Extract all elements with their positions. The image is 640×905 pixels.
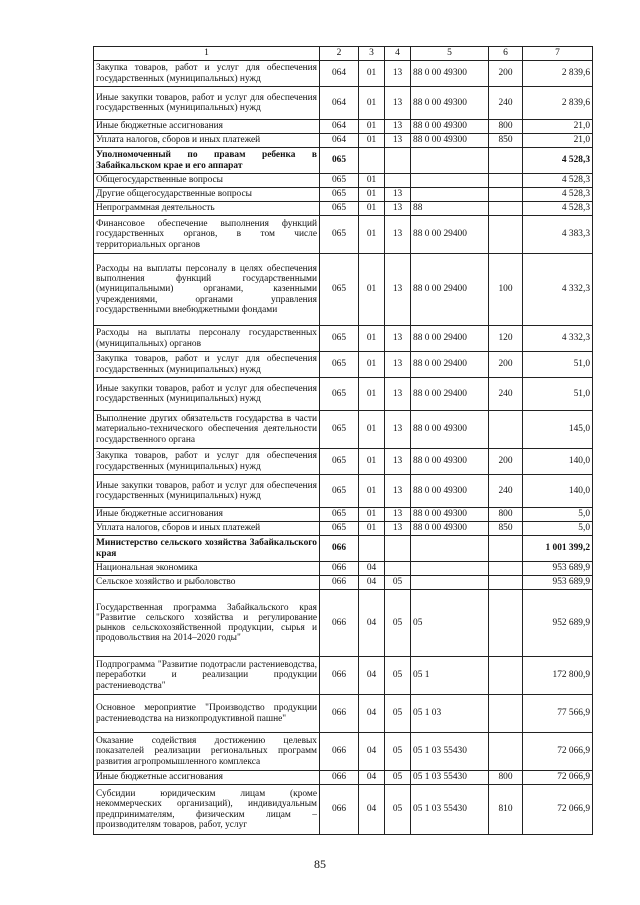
ministry-code-cell: 065: [320, 378, 359, 411]
subsection-code-cell: [385, 148, 411, 174]
subsection-code-cell: 13: [385, 508, 411, 522]
table-header-row: [94, 47, 593, 61]
expense-type-cell: 800: [489, 120, 523, 134]
target-article-cell: 05 1: [411, 657, 489, 695]
subsection-code-cell: 05: [385, 785, 411, 835]
ministry-code-cell: 065: [320, 522, 359, 536]
expense-type-cell: [489, 576, 523, 590]
amount-cell: 4 332,3: [523, 254, 593, 326]
table-row: [94, 174, 593, 188]
row-name-cell: Сельское хозяйство и рыболовство: [94, 576, 320, 590]
subsection-code-cell: 13: [385, 120, 411, 134]
table-row: [94, 771, 593, 785]
expense-type-cell: [489, 202, 523, 216]
expense-type-cell: [489, 733, 523, 771]
subsection-code-cell: 05: [385, 695, 411, 733]
table-row: [94, 188, 593, 202]
target-article-cell: 88: [411, 202, 489, 216]
amount-cell: 140,0: [523, 449, 593, 475]
target-article-cell: 88 0 00 49300: [411, 411, 489, 449]
row-name-cell: Закупка товаров, работ и услуг для обеспечения государственных (муниципальных) нужд: [94, 352, 320, 378]
target-article-cell: 88 0 00 29400: [411, 326, 489, 352]
table-row: [94, 134, 593, 148]
expense-type-cell: [489, 590, 523, 657]
ministry-code-cell: 065: [320, 449, 359, 475]
expense-type-cell: [489, 188, 523, 202]
section-code-cell: 01: [359, 254, 385, 326]
amount-cell: 72 066,9: [523, 771, 593, 785]
row-name-cell: Подпрограмма "Развитие подотрасли растениеводства, переработки и реализации продукции растениеводства": [94, 657, 320, 695]
table-row: [94, 87, 593, 120]
ministry-code-cell: 066: [320, 590, 359, 657]
target-article-cell: [411, 174, 489, 188]
ministry-code-cell: 064: [320, 87, 359, 120]
ministry-code-cell: 066: [320, 771, 359, 785]
table-row: [94, 411, 593, 449]
amount-cell: 952 689,9: [523, 590, 593, 657]
amount-cell: 145,0: [523, 411, 593, 449]
expense-type-cell: 850: [489, 134, 523, 148]
amount-cell: 172 800,9: [523, 657, 593, 695]
ministry-code-cell: 065: [320, 326, 359, 352]
subsection-code-cell: [385, 174, 411, 188]
amount-cell: 5,0: [523, 508, 593, 522]
section-code-cell: 01: [359, 134, 385, 148]
expense-type-cell: [489, 562, 523, 576]
amount-cell: 4 528,3: [523, 148, 593, 174]
expense-type-cell: [489, 657, 523, 695]
subsection-code-cell: 13: [385, 449, 411, 475]
ministry-code-cell: 065: [320, 174, 359, 188]
subsection-code-cell: 13: [385, 216, 411, 254]
amount-cell: 953 689,9: [523, 562, 593, 576]
section-code-cell: 01: [359, 61, 385, 87]
table-row: [94, 352, 593, 378]
expense-type-cell: 100: [489, 254, 523, 326]
subsection-code-cell: 13: [385, 61, 411, 87]
expense-type-cell: 240: [489, 87, 523, 120]
row-name-cell: Министерство сельского хозяйства Забайкальского края: [94, 536, 320, 562]
section-code-cell: 01: [359, 202, 385, 216]
table-row: [94, 61, 593, 87]
target-article-cell: 88 0 00 49300: [411, 87, 489, 120]
subsection-code-cell: 13: [385, 254, 411, 326]
ministry-code-cell: 066: [320, 695, 359, 733]
target-article-cell: 88 0 00 49300: [411, 134, 489, 148]
subsection-code-cell: 13: [385, 188, 411, 202]
amount-cell: 953 689,9: [523, 576, 593, 590]
table-row: [94, 695, 593, 733]
target-article-cell: 88 0 00 29400: [411, 216, 489, 254]
ministry-code-cell: 064: [320, 134, 359, 148]
table-row: [94, 202, 593, 216]
expense-type-cell: [489, 411, 523, 449]
row-name-cell: Иные закупки товаров, работ и услуг для обеспечения государственных (муниципальных) нужд: [94, 87, 320, 120]
row-name-cell: Финансовое обеспечение выполнения функций государственных органов, в том числе территориальных органов: [94, 216, 320, 254]
amount-cell: 4 528,3: [523, 174, 593, 188]
row-name-cell: Иные бюджетные ассигнования: [94, 120, 320, 134]
target-article-cell: 88 0 00 49300: [411, 475, 489, 508]
expense-type-cell: [489, 174, 523, 188]
section-code-cell: 04: [359, 576, 385, 590]
section-code-cell: 01: [359, 475, 385, 508]
amount-cell: 4 528,3: [523, 202, 593, 216]
amount-cell: 4 332,3: [523, 326, 593, 352]
ministry-code-cell: 065: [320, 352, 359, 378]
row-name-cell: Уполномоченный по правам ребенка в Забайкальском крае и его аппарат: [94, 148, 320, 174]
target-article-cell: 88 0 00 29400: [411, 254, 489, 326]
row-name-cell: Непрограммная деятельность: [94, 202, 320, 216]
section-code-cell: [359, 536, 385, 562]
amount-cell: 1 001 399,2: [523, 536, 593, 562]
ministry-code-cell: 066: [320, 657, 359, 695]
subsection-code-cell: 05: [385, 771, 411, 785]
expense-type-cell: [489, 536, 523, 562]
column-header: 6: [489, 47, 523, 61]
section-code-cell: 01: [359, 87, 385, 120]
table-row: [94, 216, 593, 254]
section-code-cell: 01: [359, 508, 385, 522]
amount-cell: 72 066,9: [523, 785, 593, 835]
table-row: [94, 120, 593, 134]
table-row: [94, 148, 593, 174]
ministry-code-cell: 065: [320, 216, 359, 254]
row-name-cell: Закупка товаров, работ и услуг для обеспечения государственных (муниципальных) нужд: [94, 449, 320, 475]
amount-cell: 21,0: [523, 120, 593, 134]
target-article-cell: 88 0 00 49300: [411, 449, 489, 475]
target-article-cell: [411, 576, 489, 590]
expense-type-cell: [489, 695, 523, 733]
row-name-cell: Иные бюджетные ассигнования: [94, 508, 320, 522]
table-row: [94, 562, 593, 576]
section-code-cell: 04: [359, 590, 385, 657]
table-row: [94, 254, 593, 326]
amount-cell: 2 839,6: [523, 87, 593, 120]
expense-type-cell: 800: [489, 508, 523, 522]
target-article-cell: 05 1 03 55430: [411, 733, 489, 771]
subsection-code-cell: 13: [385, 202, 411, 216]
section-code-cell: 04: [359, 733, 385, 771]
ministry-code-cell: 066: [320, 576, 359, 590]
row-name-cell: Выполнение других обязательств государства в части материально-технического обеспечения деятельности государственного органа: [94, 411, 320, 449]
expense-type-cell: 200: [489, 352, 523, 378]
expense-type-cell: 240: [489, 475, 523, 508]
section-code-cell: 01: [359, 188, 385, 202]
ministry-code-cell: 065: [320, 254, 359, 326]
ministry-code-cell: 066: [320, 785, 359, 835]
table-row: [94, 326, 593, 352]
expense-type-cell: [489, 216, 523, 254]
subsection-code-cell: 05: [385, 733, 411, 771]
row-name-cell: Национальная экономика: [94, 562, 320, 576]
page-number: 85: [314, 857, 326, 871]
ministry-code-cell: 066: [320, 733, 359, 771]
amount-cell: 5,0: [523, 522, 593, 536]
subsection-code-cell: 05: [385, 590, 411, 657]
subsection-code-cell: 13: [385, 134, 411, 148]
expense-type-cell: 800: [489, 771, 523, 785]
row-name-cell: Иные закупки товаров, работ и услуг для обеспечения государственных (муниципальных) нужд: [94, 378, 320, 411]
column-header: 5: [411, 47, 489, 61]
column-header: 4: [385, 47, 411, 61]
section-code-cell: 01: [359, 174, 385, 188]
expense-type-cell: 850: [489, 522, 523, 536]
ministry-code-cell: 064: [320, 61, 359, 87]
amount-cell: 77 566,9: [523, 695, 593, 733]
section-code-cell: 01: [359, 522, 385, 536]
row-name-cell: Другие общегосударственные вопросы: [94, 188, 320, 202]
target-article-cell: 88 0 00 49300: [411, 508, 489, 522]
expense-type-cell: 200: [489, 61, 523, 87]
subsection-code-cell: 13: [385, 352, 411, 378]
section-code-cell: 04: [359, 771, 385, 785]
subsection-code-cell: 13: [385, 475, 411, 508]
table-row: [94, 475, 593, 508]
subsection-code-cell: 13: [385, 411, 411, 449]
target-article-cell: [411, 188, 489, 202]
amount-cell: 4 528,3: [523, 188, 593, 202]
amount-cell: 21,0: [523, 134, 593, 148]
section-code-cell: 04: [359, 785, 385, 835]
table-row: [94, 522, 593, 536]
row-name-cell: Субсидии юридическим лицам (кроме некоммерческих организаций), индивидуальным предпринимателям, физическим лицам – производителям товаров, работ, услуг: [94, 785, 320, 835]
table-row: [94, 449, 593, 475]
column-header: 3: [359, 47, 385, 61]
expense-type-cell: 120: [489, 326, 523, 352]
section-code-cell: 01: [359, 120, 385, 134]
ministry-code-cell: 065: [320, 508, 359, 522]
amount-cell: 4 383,3: [523, 216, 593, 254]
subsection-code-cell: 13: [385, 326, 411, 352]
target-article-cell: 88 0 00 49300: [411, 120, 489, 134]
target-article-cell: 88 0 00 49300: [411, 61, 489, 87]
ministry-code-cell: 066: [320, 562, 359, 576]
subsection-code-cell: 13: [385, 87, 411, 120]
row-name-cell: Основное мероприятие "Производство продукции растениеводства на низкопродуктивной пашне": [94, 695, 320, 733]
row-name-cell: Государственная программа Забайкальского края "Развитие сельского хозяйства и регулирование рынков сельскохозяйственной продукции, сырья и продовольствия на 2014–2020 годы": [94, 590, 320, 657]
target-article-cell: 05 1 03 55430: [411, 771, 489, 785]
row-name-cell: Уплата налогов, сборов и иных платежей: [94, 134, 320, 148]
column-header: 1: [94, 47, 320, 61]
section-code-cell: 04: [359, 695, 385, 733]
target-article-cell: 88 0 00 29400: [411, 378, 489, 411]
row-name-cell: Расходы на выплаты персоналу в целях обеспечения выполнения функций государственными (муниципальными) органами, казенными учреждениями, органами управления государственными внебюджетными фондами: [94, 254, 320, 326]
row-name-cell: Иные бюджетные ассигнования: [94, 771, 320, 785]
subsection-code-cell: [385, 536, 411, 562]
subsection-code-cell: [385, 562, 411, 576]
section-code-cell: 04: [359, 657, 385, 695]
section-code-cell: 01: [359, 449, 385, 475]
ministry-code-cell: 065: [320, 411, 359, 449]
amount-cell: 72 066,9: [523, 733, 593, 771]
table-row: [94, 785, 593, 835]
expense-type-cell: 240: [489, 378, 523, 411]
target-article-cell: 88 0 00 49300: [411, 522, 489, 536]
amount-cell: 51,0: [523, 378, 593, 411]
target-article-cell: 05: [411, 590, 489, 657]
amount-cell: 2 839,6: [523, 61, 593, 87]
target-article-cell: 05 1 03 55430: [411, 785, 489, 835]
section-code-cell: 04: [359, 562, 385, 576]
table-row: [94, 508, 593, 522]
row-name-cell: Уплата налогов, сборов и иных платежей: [94, 522, 320, 536]
subsection-code-cell: 13: [385, 522, 411, 536]
row-name-cell: Оказание содействия достижению целевых показателей реализации региональных программ развития агропромышленного комплекса: [94, 733, 320, 771]
section-code-cell: [359, 148, 385, 174]
table-row: [94, 733, 593, 771]
subsection-code-cell: 05: [385, 576, 411, 590]
target-article-cell: 88 0 00 29400: [411, 352, 489, 378]
table-row: [94, 378, 593, 411]
subsection-code-cell: 05: [385, 657, 411, 695]
expense-type-cell: 810: [489, 785, 523, 835]
section-code-cell: 01: [359, 216, 385, 254]
section-code-cell: 01: [359, 326, 385, 352]
row-name-cell: Общегосударственные вопросы: [94, 174, 320, 188]
table-row: [94, 536, 593, 562]
target-article-cell: [411, 536, 489, 562]
ministry-code-cell: 066: [320, 536, 359, 562]
ministry-code-cell: 065: [320, 188, 359, 202]
table-row: [94, 576, 593, 590]
ministry-code-cell: 065: [320, 202, 359, 216]
amount-cell: 51,0: [523, 352, 593, 378]
table-row: [94, 590, 593, 657]
section-code-cell: 01: [359, 378, 385, 411]
target-article-cell: 05 1 03: [411, 695, 489, 733]
ministry-code-cell: 065: [320, 148, 359, 174]
table-row: [94, 657, 593, 695]
amount-cell: 140,0: [523, 475, 593, 508]
expense-type-cell: 200: [489, 449, 523, 475]
subsection-code-cell: 13: [385, 378, 411, 411]
target-article-cell: [411, 148, 489, 174]
row-name-cell: Расходы на выплаты персоналу государственных (муниципальных) органов: [94, 326, 320, 352]
row-name-cell: Закупка товаров, работ и услуг для обеспечения государственных (муниципальных) нужд: [94, 61, 320, 87]
column-header: 7: [523, 47, 593, 61]
section-code-cell: 01: [359, 352, 385, 378]
ministry-code-cell: 065: [320, 475, 359, 508]
ministry-code-cell: 064: [320, 120, 359, 134]
expense-type-cell: [489, 148, 523, 174]
budget-table: [93, 46, 593, 835]
section-code-cell: 01: [359, 411, 385, 449]
row-name-cell: Иные закупки товаров, работ и услуг для обеспечения государственных (муниципальных) нужд: [94, 475, 320, 508]
column-header: 2: [320, 47, 359, 61]
target-article-cell: [411, 562, 489, 576]
